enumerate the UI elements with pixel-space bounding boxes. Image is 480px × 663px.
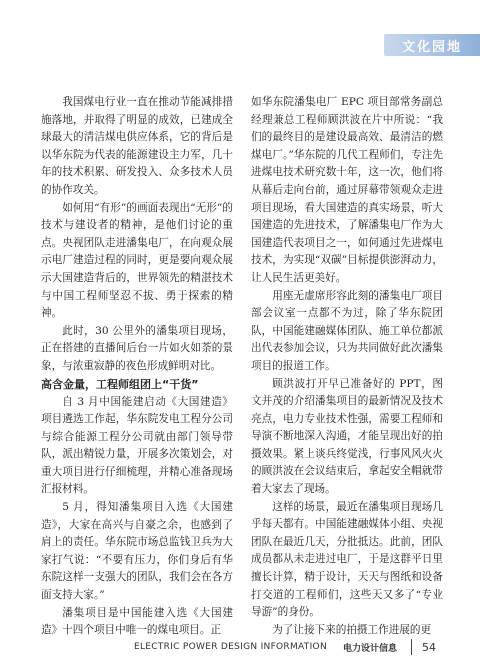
- article-column-left: [41, 94, 233, 637]
- article-body: [41, 94, 443, 637]
- paragraph: 潘集项目是中国能建入选《大国建造》十四个项目中唯一的煤电项目。正: [41, 606, 233, 637]
- page-header: [0, 0, 480, 64]
- magazine-name-en: ELECTRIC POWER DESIGN INFORMATION: [134, 642, 327, 652]
- paragraph: 5 月，得知潘集项目入选《大国建造》，大家在高兴与自豪之余，也感到了肩上的责任。华东院市场总监钱卫兵为大家打气说：“不要有压力，你们身后有华东院这样一支强大的团队，我们会在各方面支持大家。”: [41, 501, 233, 602]
- paragraph: 我国煤电行业一直在推动节能减排措施落地，并取得了明显的成效，已建成全球最大的清洁煤电供应体系，它的背后是以华东院为代表的能源建设主力军，几十年的技术积累、研发投入、众多技术人员的协作攻关。: [41, 96, 233, 196]
- paragraph: 顾洪波打开早已准备好的 PPT，图文并茂的介绍潘集项目的最新情况及技术亮点，电力专业技术性强，需要工程师和导演不断地深入沟通，才能呈现出好的拍摄效果。紧上谈兵终觉浅，行事风风火火的顾洪波在会议结束后，拿起安全帽就带着大家去了现场。: [251, 377, 443, 496]
- section-heading: 高含金量，工程师组团上“干货”: [41, 377, 199, 391]
- paragraph: 自 3 月中国能建启动《大国建造》项目遴选工作起，华东院发电工程分公司与综合能源工程分公司就由部门领导带队，派出精锐力量，开展多次策划会，对重大项目进行仔细梳理，并精心准备现场汇报材料。: [41, 395, 233, 496]
- page-number: 54: [422, 640, 436, 654]
- paragraph: 如华东院潘集电厂 EPC 项目部常务副总经理兼总工程师顾洪波在片中所说：“我们的最终目的是建设最高效、最清洁的燃煤电厂。”华东院的几代工程师们，专注先进煤电技术研究数十年，这一次，他们将从幕后走向台前，通过屏幕带领观众走进项目现场，看大国建造的真实场景，听大国建造的先进技术，了解潘集电厂作为大国建造代表项目之一，如何通过先进煤电技术，为实现“双碳”目标提供澎湃动力，让人民生活更美好。: [251, 96, 443, 284]
- magazine-name-cn: 电力设计信息: [342, 643, 397, 654]
- page-footer: [0, 636, 480, 658]
- paragraph: 为了让接下来的拍摄工作进展的更: [272, 623, 432, 636]
- article-column-right: [251, 94, 443, 636]
- section-tag: 文化园地: [384, 34, 480, 56]
- paragraph: 用座无虚席形容此刻的潘集电厂项目部会议室一点都不为过，除了华东院团队，中国能建融媒体团队、施工单位都派出代表参加会议，只为共同做好此次潘集项目的报道工作。: [251, 289, 443, 372]
- paragraph: 如何用“有形”的画面表现出“无形”的技术与建设者的精神，是他们讨论的重点。央视团队走进潘集电厂，在向观众展示电厂建造过程的同时，更是要向观众展示大国建造背后的，世界领先的精湛技术与中国工程师坚忍不拔、勇于探索的精神。: [41, 201, 233, 320]
- paragraph: 此时，30 公里外的潘集项目现场，正在搭建的直播间后台一片如火如荼的景象，与浓重寂静的夜色形成鲜明对比。: [41, 324, 233, 372]
- paragraph: 这样的场景，最近在潘集项目现场几乎每天都有。中国能建融媒体小组、央视团队在最近几天，分批抵达。此前，团队成员都从未走进过电厂，于是这群平日里擅长计算，精于设计，天天与图纸和设备打交道的工程师们，这些天又多了“专业导游”的身份。: [251, 500, 443, 619]
- footer-divider: [411, 639, 412, 655]
